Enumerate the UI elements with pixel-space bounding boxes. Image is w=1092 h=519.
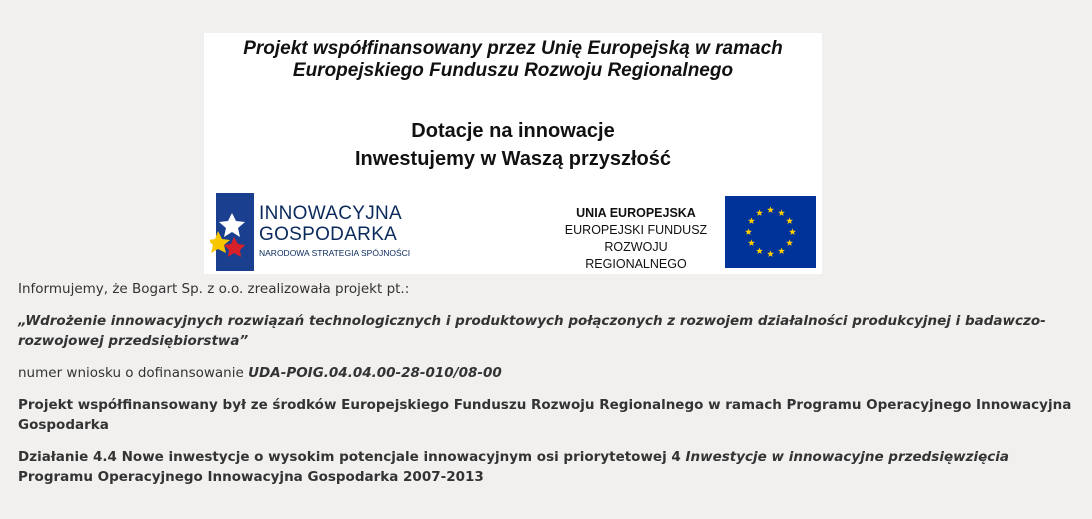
- application-number-label: numer wniosku o dofinansowanie: [18, 365, 249, 381]
- innowacyjna-gospodarka-logo: [210, 191, 415, 271]
- measure-text-2: Programu Operacyjnego Innowacyjna Gospodarka 2007-2013: [18, 469, 484, 485]
- ue-line-2: EUROPEJSKI FUNDUSZ: [564, 223, 708, 237]
- application-number: UDA-POIG.04.04.00-28-010/08-00: [248, 365, 502, 381]
- eu-fund-label: [556, 205, 716, 273]
- ig-title: [259, 203, 402, 245]
- funding-statement: Projekt współfinansowany był ze środków Europejskiego Funduszu Rozwoju Regionalnego w ramach Programu Operacyjnego Innowacyjna Gospodarka: [18, 397, 1072, 433]
- banner-slogan: [204, 117, 822, 173]
- banner-line-1: Projekt współfinansowany przez Unię Europejską w ramach: [243, 38, 783, 59]
- measure-text-1: Działanie 4.4 Nowe inwestycje o wysokim potencjale innowacyjnym osi priorytetowej 4: [18, 449, 686, 465]
- ue-line-1: UNIA EUROPEJSKA: [576, 206, 696, 220]
- banner-heading: [204, 38, 822, 82]
- banner-line-4: Inwestujemy w Waszą przyszłość: [354, 148, 672, 170]
- project-title: „Wdrożenie innowacyjnych rozwiązań technologicznych i produktowych połączonych z rozwojem działalności produkcyjnej i badawczo-rozwojowej przedsiębiorstwa”: [18, 313, 1046, 349]
- measure-statement: [18, 447, 1088, 487]
- ig-subtitle: NARODOWA STRATEGIA SPÓJNOŚCI: [259, 248, 411, 258]
- application-number-line: [18, 363, 1088, 383]
- eu-flag-icon: [725, 196, 816, 268]
- measure-priority-axis: Inwestycje w innowacyjne przedsięwzięcia: [685, 449, 1009, 465]
- funding-banner: [204, 33, 822, 274]
- ig-title-2: GOSPODARKA: [259, 224, 398, 245]
- ig-title-1: INNOWACYJNA: [259, 203, 402, 224]
- innowacyjna-gospodarka-logo-icon: [210, 191, 254, 271]
- banner-line-3: Dotacje na innowacje: [411, 120, 615, 142]
- ue-line-3: ROZWOJU REGIONALNEGO: [585, 240, 687, 271]
- intro-text: Informujemy, że Bogart Sp. z o.o. zrealizowała projekt pt.:: [18, 281, 410, 297]
- project-info: [18, 279, 1088, 499]
- banner-line-2: Europejskiego Funduszu Rozwoju Regionalnego: [292, 60, 734, 81]
